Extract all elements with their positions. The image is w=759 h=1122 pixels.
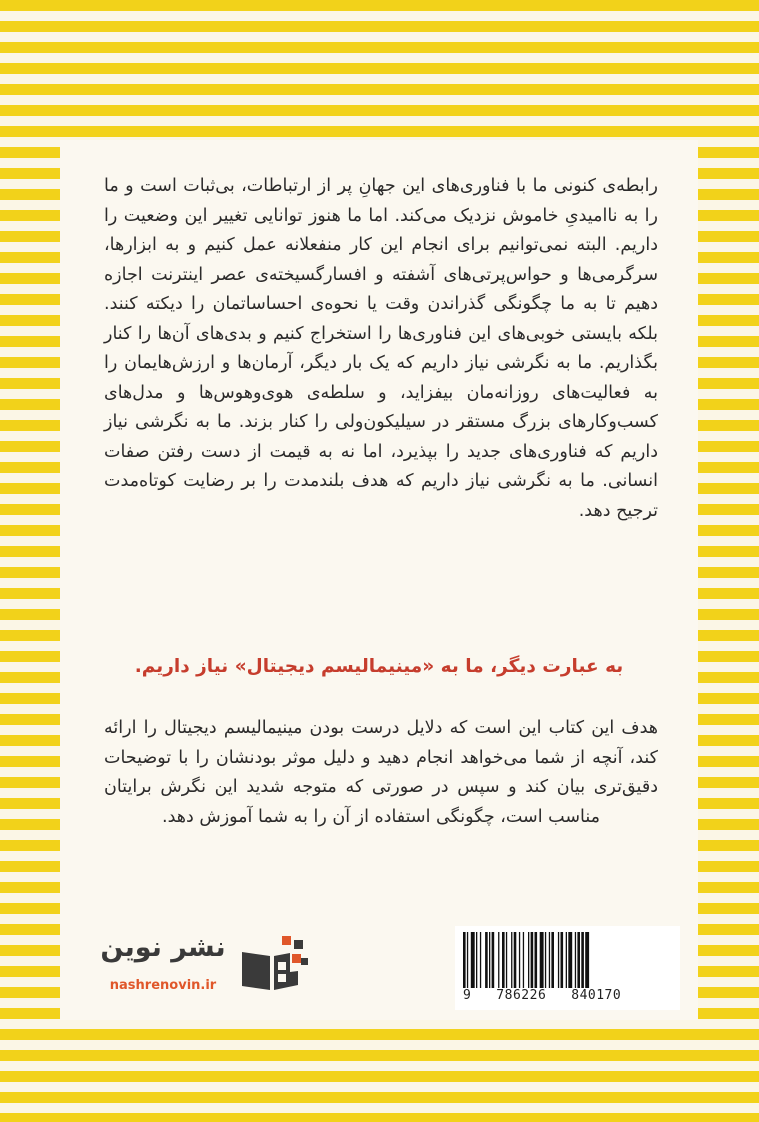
book-logo-icon: [238, 932, 310, 996]
publisher-name: نشر نوین: [100, 932, 226, 963]
barcode-bars: [463, 932, 672, 988]
publisher-url: nashrenovin.ir: [109, 978, 217, 993]
blurb-paragraph-2: هدف این کتاب این است که دلایل درست بودن مینیمالیسم دیجیتال را ارائه کند، آنچه از شما می‌خواهد انجام دهید و دلیل موثر بودنشان را با توضیحات دقیق‌تری بیان کند و سپس در صورتی که متوجه شدید این نگرش برایتان مناسب است، چگونگی استفاده از آن را به شما آموزش دهد.: [104, 718, 658, 827]
isbn-number: 9 786226 840170: [463, 988, 622, 1003]
back-cover-panel: [60, 140, 698, 1020]
blurb-paragraph-1: رابطه‌ی کنونی ما با فناوری‌های این جهانِ پر از ارتباطات، بی‌ثبات است و ما را به ناامیدیِ خاموش نزدیک می‌کند. اما ما هنوز توانایی تغییر این وضعیت را داریم. البته نمی‌توانیم برای انجام این کار منفعلانه عمل کنیم و به ابزارها، سرگرمی‌ها و حواس‌پرتی‌های آشفته و افسارگسیخته‌ی عصر اینترنت اجازه دهیم تا به ما چگونگی گذراندن وقت یا نحوه‌ی احساساتمان را دیکته کنند. بلکه بایستی خوبی‌های این فناوری‌ها را استخراج کنیم و بدی‌های آن‌ها را کنار بگذاریم. ما به نگرشی نیاز داریم که یک بار دیگر، آرمان‌ها و ارزش‌هایمان را به فعالیت‌های روزانه‌مان بیفزاید، و سلطه‌ی هوی‌وهوس‌ها و مدل‌های کسب‌وکارهای بزرگ مستقر در سیلیکون‌ولی را کنار بزند. ما به نگرشی نیاز داریم که فناوری‌های جدید را بپذیرد، اما نه به قیمت از دست رفتن صفات انسانی. ما به نگرشی نیاز داریم که هدف بلندمدت را بر رضایت کوتاه‌مدت ترجیح دهد.: [104, 176, 658, 521]
publisher-logo: [88, 926, 318, 1006]
emphasis-line: به عبارت دیگر، ما به «مینیمالیسم دیجیتال» نیاز داریم.: [134, 656, 624, 677]
isbn-barcode: [455, 926, 680, 1010]
